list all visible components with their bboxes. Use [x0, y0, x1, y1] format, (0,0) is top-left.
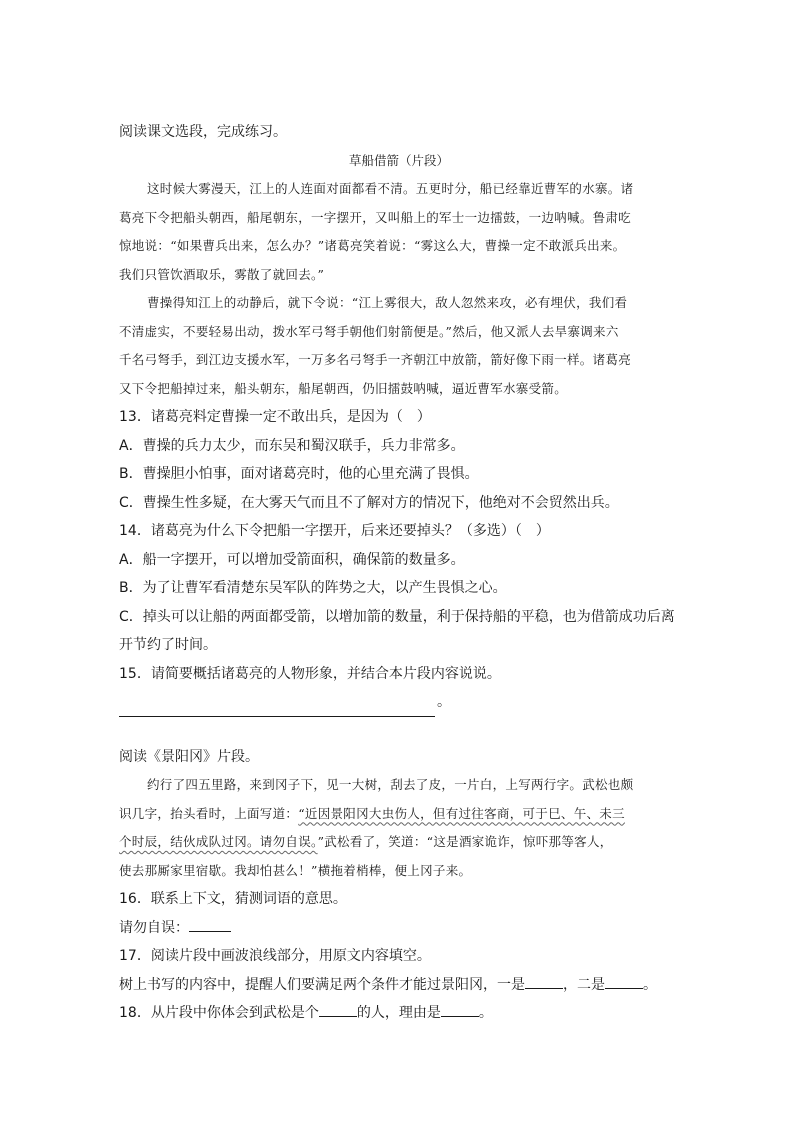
question-16-blank[interactable]: [189, 917, 231, 932]
question-17-blank-2[interactable]: [605, 974, 643, 989]
answer-end-mark: 。: [437, 694, 451, 710]
question-13-option-a: A．曹操的兵力太少，而东吴和蜀汉联手，兵力非常多。: [119, 437, 465, 454]
passage1-p1-line3: 惊地说：“如果曹兵出来，怎么办？”诸葛亮笑着说：“雾这么大，曹操一定不敢派兵出来。: [119, 238, 626, 253]
passage2-line2-wavy: “近因景阳冈大虫伤人，但有过往客商，可于巳、午、未三: [298, 805, 625, 821]
passage2-line2-plain: 识几字，抬头看时，上面写道：: [119, 805, 299, 821]
question-15-answer-line: [119, 688, 679, 717]
passage1-p2-line4: 又下令把船掉过来，船头朝东，船尾朝西，仍旧擂鼓呐喊，逼近曹军水寨受箭。: [119, 380, 568, 396]
question-17-text-a: 树上书写的内容中，提醒人们要满足两个条件才能过景阳冈，一是: [119, 976, 525, 993]
question-17-fill: [119, 971, 679, 1000]
question-18-text-a: 18．从片段中你体会到武松是个: [119, 1005, 319, 1021]
question-16-item: [119, 914, 679, 943]
question-13: 13．诸葛亮料定曹操一定不敢出兵，是因为（ ）: [119, 409, 431, 425]
passage2-line2: [119, 800, 679, 829]
question-18-blank-2[interactable]: [441, 1002, 479, 1017]
question-17-blank-1[interactable]: [525, 974, 563, 989]
question-17-end: 。: [643, 976, 657, 993]
passage1-p2-line2: 不清虚实，不要轻易出动，拨水军弓弩手朝他们射箭便是。”然后，他又派人去旱寨调来六: [119, 323, 619, 339]
passage2-line3-plain: ”武松看了，笑道：“这是酒家诡诈，惊吓那等客人，: [317, 834, 613, 849]
question-14-option-c-cont: 开节约了时间。: [119, 637, 217, 653]
question-18-text-b: 的人，理由是: [356, 1005, 441, 1021]
worksheet-content: [119, 118, 679, 1028]
answer-blank[interactable]: [119, 698, 435, 717]
question-13-option-b: B．曹操胆小怕事，面对诸葛亮时，他的心里充满了畏惧。: [119, 466, 479, 482]
section-gap: [119, 717, 679, 743]
question-18-blank-1[interactable]: [319, 1002, 357, 1017]
question-16: 16．联系上下文，猜测词语的意思。: [119, 891, 347, 907]
passage1-p1-line4: 我们只管饮酒取乐，雾散了就回去。”: [119, 266, 325, 282]
question-15: 15．请简要概括诸葛亮的人物形象，并结合本片段内容说说。: [119, 665, 501, 682]
passage2-line4: 使去那厮家里宿歇。我却怕甚么！”横拖着梢棒，便上冈子来。: [119, 862, 472, 878]
section2-instruction: 阅读《景阳冈》片段。: [119, 748, 259, 765]
question-17: 17．阅读片段中画波浪线部分，用原文内容填空。: [119, 948, 431, 964]
passage1-p1-line2: 葛亮下令把船头朝西，船尾朝东，一字摆开，又叫船上的军士一边擂鼓，一边呐喊。鲁肃吃: [119, 209, 632, 225]
passage2-line3: [119, 828, 679, 857]
question-16-term: 请勿自误：: [119, 919, 189, 936]
question-18-end: 。: [478, 1005, 493, 1021]
passage2-line1: 约行了四五里路，来到冈子下，见一大树，刮去了皮，一片白，上写两行字。武松也颇: [147, 777, 634, 792]
question-13-option-c: C．曹操生性多疑，在大雾天气而且不了解对方的情况下，他绝对不会贸然出兵。: [119, 494, 619, 511]
question-14-option-a: A．船一字摆开，可以增加受箭面积，确保箭的数量多。: [119, 551, 465, 568]
question-14: 14．诸葛亮为什么下令把船一字摆开，后来还要掉头？（多选）（ ）: [119, 523, 550, 539]
passage2-line3-wavy: 个时辰，结伙成队过冈。请勿自误。: [119, 834, 318, 849]
question-17-text-b: ，二是: [563, 976, 605, 993]
passage1-p1-line1: 这时候大雾漫天，江上的人连面对面都看不清。五更时分，船已经靠近曹军的水寨。诸: [147, 181, 634, 196]
passage1-p2-line1: 曹操得知江上的动静后，就下令说：“江上雾很大，敌人忽然来攻，必有埋伏，我们看: [147, 295, 628, 310]
section1-instruction: 阅读课文选段，完成练习。: [119, 124, 287, 140]
question-18: [119, 999, 679, 1028]
passage1-p2-line3: 千名弓弩手，到江边支援水军，一万多名弓弩手一齐朝江中放箭，箭好像下雨一样。诸葛亮: [119, 352, 632, 367]
question-14-option-c: C．掉头可以让船的两面都受箭，以增加箭的数量，利于保持船的平稳，也为借箭成功后离: [119, 608, 675, 625]
passage1-title: 草船借箭（片段）: [348, 152, 449, 168]
question-14-option-b: B．为了让曹军看清楚东吴军队的阵势之大，以产生畏惧之心。: [119, 580, 507, 596]
